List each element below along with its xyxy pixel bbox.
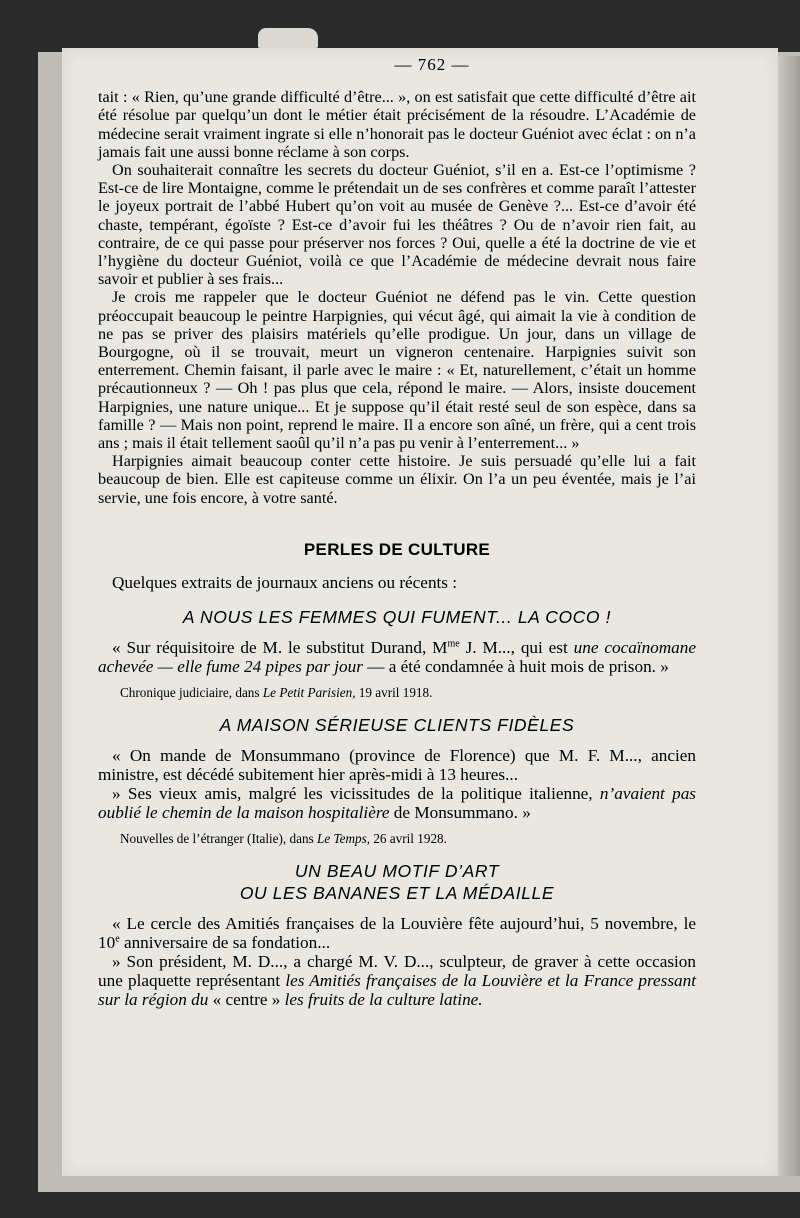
article-quote [98,638,696,676]
source-date: 19 avril 1918. [355,685,433,701]
quote-text: J. M..., qui est [459,638,574,658]
quote-emphasis: n’avaient pas oublié le chemin de la maison hospitalière [98,784,696,823]
page-number: — 762 — [394,55,470,74]
quote-text: » Son président, M. D..., a chargé M. V. D..., sculpteur, de graver à cette occasion une plaquette représentant [98,952,696,991]
article-title-line: UN BEAU MOTIF D’ART [294,861,500,882]
page-edge [776,56,800,1176]
paragraph: tait : « Rien, qu’une grande difficulté d’être... », on est satisfait que cette difficulté d’être ait été résolue par quelqu’un dont le métier était précisément de la résoudre. L’Académie de médecine serait vraiment ingrate si elle n’honorait pas le docteur Guéniot avec éclat : on n’a jamais fait une aussi bonne réclame à son corps. [98,88,696,161]
quote-emphasis: les Amitiés françaises de la Louvière et la France pressant sur la région du [98,971,696,1010]
article-title [98,860,696,904]
section-title: PERLES DE CULTURE [303,539,491,559]
article-source [120,684,696,702]
article-title-line: A NOUS LES FEMMES QUI FUMENT... LA COCO ! [182,607,612,628]
quote-paragraph [98,784,696,822]
article-quote [98,914,696,1009]
quote-text: » Ses vieux amis, malgré les vicissitudes de la politique italienne, [112,784,600,804]
paragraph: On souhaiterait connaître les secrets du docteur Guéniot, s’il en a. Est-ce l’optimisme ? Est-ce de lire Montaigne, comme le prétendait un de ses confrères et comme paraît l’attester le joyeux portrait de l’abbé Hubert qu’on voit au musée de Genève ?... Est-ce d’avoir été chaste, tempérant, égoïste ? Est-ce d’avoir fui les théâtres ? Ou de n’avoir rien fait, au contraire, de ce qui passe pour préserver nos forces ? Oui, quelle a été la doctrine de vie et l’hygiène du docteur Guéniot, voilà ce que l’Académie de médecine devrait nous faire savoir et publier à ses frais... [98,161,696,289]
quote-emphasis: une cocaïnomane achevée — elle fume 24 pipes par jour [98,638,696,677]
quote-superscript: me [447,638,460,650]
quote-text: « Le cercle des Amitiés françaises de la Louvière fête aujourd’hui, 5 novembre, le 10 [98,914,696,953]
quote-paragraph [98,914,696,952]
article-title-line: A MAISON SÉRIEUSE CLIENTS FIDÈLES [219,715,575,736]
article-quote [98,746,696,822]
paper-tab [258,28,318,48]
quote-text: — a été condamnée à huit mois de prison. » [362,657,669,677]
source-publication: Le Petit Parisien, [262,685,356,701]
article-source [120,830,696,848]
source-text: Chronique judiciaire, dans [120,685,263,701]
source-date: 26 avril 1928. [370,831,447,847]
quote-paragraph [98,952,696,1009]
article-title-line: OU LES BANANES ET LA MÉDAILLE [239,883,555,904]
page-content [98,56,696,1009]
section-intro: Quelques extraits de journaux anciens ou récents : [112,573,458,593]
article-title [98,714,696,736]
quote-superscript: e [115,933,120,945]
article-title [98,606,696,628]
paragraph: Harpignies aimait beaucoup conter cette histoire. Je suis persuadé qu’elle lui a fait beaucoup de bien. Elle est capiteuse comme un élixir. On l’a un peu éventée, mais je l’ai servie, une fois encore, à votre santé. [98,452,696,507]
quote-text: de Monsummano. » [389,803,531,823]
quote-paragraph [98,638,696,676]
paragraph: Je crois me rappeler que le docteur Guéniot ne défend pas le vin. Cette question préoccupait beaucoup le peintre Harpignies, qui vécut âgé, qui aimait la vie à condition de ne pas se priver des plaisirs matériels qu’elle prodigue. Un jour, dans un village de Bourgogne, où il se trouvait, meurt un vigneron centenaire. Harpignies suivit son enterrement. Chemin faisant, il parle avec le maire : « Et, naturellement, c’était un homme précautionneux ? — Oh ! pas plus que cela, répond le maire. — Alors, insiste doucement Harpignies, une nature unique... Et je suppose qu’il était resté seul de son espèce, dans sa famille ? — Mais non point, reprend le maire. Il a encore son aîné, un frère, qui a cent trois ans ; mais il était tellement saoûl qu’il n’a pas pu venir à l’enterrement... » [98,288,696,453]
quote-emphasis: les fruits de la culture latine. [284,990,483,1010]
source-publication: Le Temps, [317,831,371,847]
quote-text: « Sur réquisitoire de M. le substitut Durand, M [112,638,448,658]
source-text: Nouvelles de l’étranger (Italie), dans [120,831,317,847]
quote-paragraph: « On mande de Monsummano (province de Florence) que M. F. M..., ancien ministre, est décédé subitement hier après-midi à 13 heures... [98,746,696,785]
quote-text: anniversaire de sa fondation... [119,933,331,953]
quote-text: « centre » [208,990,285,1010]
